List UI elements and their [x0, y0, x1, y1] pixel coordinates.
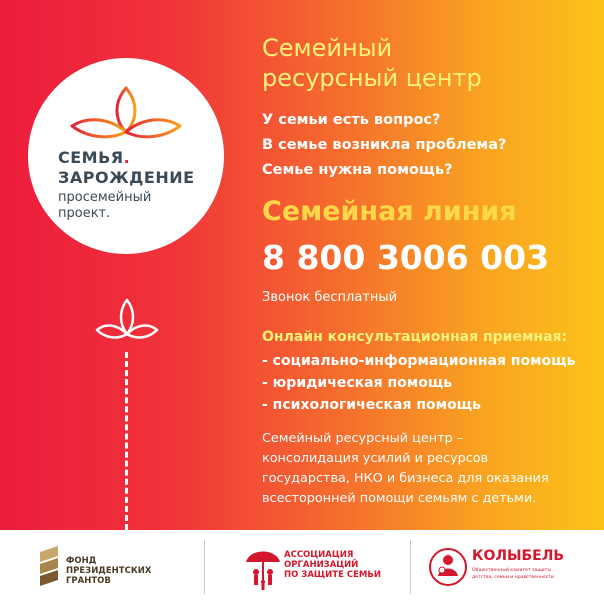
three-petal-flower-icon	[64, 80, 188, 144]
partner-text: ПРЕЗИДЕНТСКИХ	[66, 566, 152, 576]
partner-text: ПО ЗАЩИТЕ СЕМЬИ	[284, 570, 381, 580]
umbrella-family-icon	[244, 542, 282, 592]
logo-text-line3: просемейный	[58, 190, 152, 205]
description-line: государства, НКО и бизнеса для оказания	[262, 471, 549, 486]
question-2: В семье возникла проблема?	[262, 137, 507, 153]
dashed-stem	[125, 352, 128, 530]
partner-subtitle: Общественный комитет защиты	[472, 568, 551, 573]
partners-footer	[0, 530, 604, 604]
consultation-title: Онлайн консультационная приемная:	[262, 329, 568, 345]
partner-text: АССОЦИАЦИЯ	[284, 550, 354, 560]
logo-text-line2: ЗАРОЖДЕНИЕ	[58, 168, 195, 187]
title-line2: ресурсный центр	[262, 64, 482, 92]
partner-text: ФОНД	[66, 556, 97, 566]
service-item: - социально-информационная помощь	[262, 353, 576, 369]
logo-text-line4: проект.	[58, 206, 111, 221]
grant-fund-logo-icon	[36, 542, 62, 586]
description-line: Семейный ресурсный центр –	[262, 431, 464, 446]
question-1: У семьи есть вопрос?	[262, 112, 441, 128]
partner-text: ОРГАНИЗАЦИЙ	[284, 560, 359, 570]
hotline-title: Семейная линия	[262, 196, 517, 227]
partner-text: ГРАНТОВ	[66, 576, 111, 586]
mother-child-icon	[428, 542, 468, 592]
partner-subtitle: детства, семьи и нравственности	[472, 575, 554, 580]
logo-text-line1: СЕМЬЯ.	[58, 148, 131, 167]
project-logo	[28, 58, 224, 254]
partner-divider	[204, 540, 205, 594]
service-item: - юридическая помощь	[262, 375, 453, 391]
description-line: консолидация усилий и ресурсов	[262, 451, 489, 466]
service-item: - психологическая помощь	[262, 397, 482, 413]
question-3: Семье нужна помощь?	[262, 162, 453, 178]
hotline-phone: 8 800 3006 003	[262, 238, 550, 277]
sprout-outline-icon	[95, 296, 159, 352]
title-line1: Семейный	[262, 34, 393, 62]
partner-divider	[410, 540, 411, 594]
description-line: всесторонней помощи семьям с детьми.	[262, 491, 537, 506]
partner-name: КОЛЫБЕЛЬ	[472, 548, 565, 564]
call-free-note: Звонок бесплатный	[262, 290, 398, 305]
